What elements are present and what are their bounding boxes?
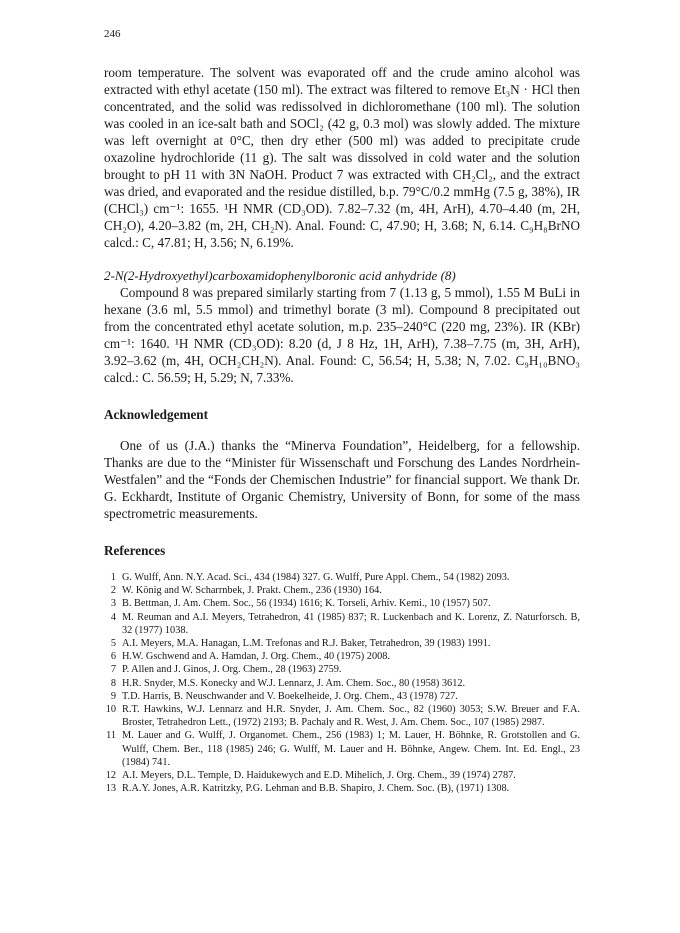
reference-text: H.R. Snyder, M.S. Konecky and W.J. Lennarz, J. Am. Chem. Soc., 80 (1958) 3612. [122,677,466,689]
reference-text: A.I. Meyers, M.A. Hanagan, L.M. Trefonas and R.J. Baker, Tetrahedron, 39 (1983) 1991. [122,638,491,650]
reference-number: 11 [106,730,116,742]
reference-text: G. Wulff, Ann. N.Y. Acad. Sci., 434 (1984) 327. G. Wulff, Pure Appl. Chem., 54 (1982) 2093. [122,572,510,583]
reference-item [104,611,580,637]
reference-number: 13 [105,783,116,795]
reference-item [104,729,580,769]
reference-text: A.I. Meyers, D.L. Temple, D. Haidukewych and E.D. Mihelich, J. Org. Chem., 39 (1974) 2787. [122,770,516,782]
reference-number: 3 [110,598,116,610]
references-heading: References [104,543,166,558]
reference-item [104,703,580,729]
reference-text: R.A.Y. Jones, A.R. Katritzky, P.G. Lehman and B.B. Shapiro, J. Chem. Soc. (B), (1971) 1308. [122,783,510,795]
reference-number: 1 [110,572,116,583]
acknowledgement-heading: Acknowledgement [104,407,209,422]
reference-item [104,769,580,782]
reference-item [104,690,580,703]
reference-item [104,584,580,597]
reference-text: T.D. Harris, B. Neuschwander and V. Boekelheide, J. Org. Chem., 43 (1978) 727. [122,690,458,702]
reference-number: 6 [110,651,116,663]
compound-8-title: 2-N(2-Hydroxyethyl)carboxamidophenylboronic acid anhydride (8) [104,268,456,283]
reference-number: 12 [105,770,116,782]
reference-item [104,637,580,650]
reference-text: H.W. Gschwend and A. Hamdan, J. Org. Chem., 40 (1975) 2008. [122,651,390,663]
acknowledgement-paragraph: One of us (J.A.) thanks the “Minerva Foundation”, Heidelberg, for a fellowship. Thanks are due to the “Minister für Wissenschaft und Forschung des Landes Nordrhein-Westfalen” and the “Fonds der Chemischen Industrie” for financial support. We thank Dr. G. Eckhardt, Institute of Organic Chemistry, University of Bonn, for some of the mass spectrometric measurements. [104,438,580,521]
reference-item [104,650,580,663]
reference-text: M. Reuman and A.I. Meyers, Tetrahedron, 41 (1985) 837; R. Luckenbach and K. Lorenz, Z. Naturforsch. B, 32 (1977) 1038. [122,611,580,636]
reference-text: W. König and W. Scharrnbek, J. Prakt. Chem., 236 (1930) 164. [122,585,382,597]
reference-number: 8 [110,677,116,689]
reference-number: 4 [110,611,116,623]
reference-item [104,597,580,610]
reference-text: R.T. Hawkins, W.J. Lennarz and H.R. Snyder, J. Am. Chem. Soc., 82 (1960) 3053; S.W. Breuer and F.A. Broster, Tetrahedron Lett., (1972) 2193; B. Pachaly and R. West, J. Am. Chem. Soc., 107 (1985) 2987. [122,704,580,729]
compound-8-paragraph: Compound 8 was prepared similarly starting from 7 (1.13 g, 5 mmol), 1.55 M BuLi in hexane (3.6 ml, 5.5 mmol) and trimethyl borate (3 ml). Compound 8 precipitated out from the concentrated ethyl acetate solution, m.p. 235–240°C (220 mg, 23%). IR (KBr) cm⁻¹: 1640. ¹H NMR (CD₃OD): 8.20 (d, J 8 Hz, 1H, ArH), 7.38–7.75 (m, 3H, ArH), 3.92–3.62 (m, 4H, OCH₂CH₂N). Anal. Found: C, 56.54; H, 5.38; N, 7.02. C₉H₁₀BNO₃ calcd.: C. 56.59; H, 5.29; N, 7.33%. [104,285,580,385]
reference-item [104,663,580,676]
reference-number: 10 [105,704,116,716]
reference-number: 9 [110,690,116,702]
reference-number: 5 [110,638,116,650]
reference-number: 7 [110,664,116,676]
reference-number: 2 [110,585,116,597]
page-number: 246 [104,28,121,40]
reference-text: P. Allen and J. Ginos, J. Org. Chem., 28 (1963) 2759. [122,664,342,676]
reference-text: B. Bettman, J. Am. Chem. Soc., 56 (1934) 1616; K. Torseli, Arhiv. Kemi., 10 (1957) 507. [122,598,491,610]
procedure-7-paragraph: room temperature. The solvent was evaporated off and the crude amino alcohol was extracted with ethyl acetate (150 ml). The extract was filtered to remove Et₃N · HCl then concentrated, and the solid was redissolved in dichloromethane (100 ml). The solution was cooled in an ice-salt bath and SOCl₂ (42 g, 0.3 mol) was slowly added. The mixture was left overnight at 0°C, then dry ether (500 ml) was added to precipitate crude oxazoline hydrochloride (11 g). The salt was dissolved in cold water and the solution brought to pH 11 with 3N NaOH. Product 7 was extracted with CH₂Cl₂, and the extract was dried, and evaporated and the residue distilled, b.p. 79°C/0.2 mmHg (7.5 g, 38%), IR (CHCl₃) cm⁻¹: 1655. ¹H NMR (CD₃OD). 7.82–7.32 (m, 4H, ArH), 4.70–4.40 (m, 2H, CH₂O), 4.20–3.82 (m, 2H, CH₂N). Anal. Found: C, 47.90; H, 3.68; N, 6.14. C₉H₈BrNO calcd.: C, 47.81; H, 3.56; N, 6.19%. [104,65,580,250]
page-content [104,64,580,795]
reference-item [104,571,580,584]
reference-text: M. Lauer and G. Wulff, J. Organomet. Chem., 256 (1983) 1; M. Lauer, H. Böhnke, R. Grotstollen and G. Wulff, Chem. Ber., 118 (1985) 246; G. Wulff, M. Lauer and H. Böhnke, Angew. Chem. Int. Ed. Engl., 23 (1984) 741. [122,730,580,768]
references-list [104,571,580,795]
reference-item [104,677,580,690]
reference-item [104,782,580,795]
